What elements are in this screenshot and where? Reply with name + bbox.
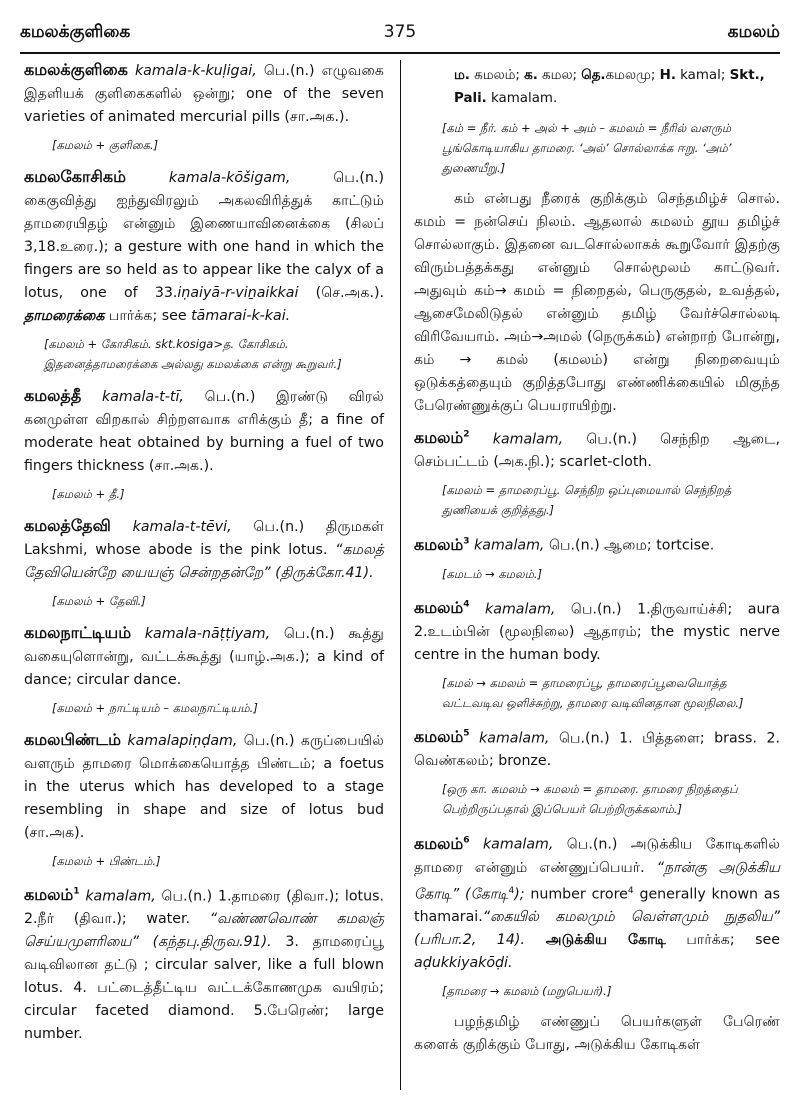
transliteration: kamala-nāṭṭiyam, bbox=[144, 626, 271, 642]
headword: கமலக்குளிகை bbox=[24, 60, 128, 79]
homonym-number: 4 bbox=[463, 599, 470, 610]
etymology: [கமடம் → கமலம்.] bbox=[442, 566, 543, 581]
transliteration: kamalam, bbox=[479, 730, 550, 747]
entry-kamalanattiyam bbox=[24, 621, 384, 692]
headword: கமலம்$^4$ bbox=[414, 597, 470, 617]
homonym-number: 5 bbox=[463, 728, 470, 739]
etymology: [கமலம் + கோசிகம். skt.kosiga>த. கோசிகம். இதனைத்தாமரைக்கை அல்லது கமலக்கை என்று கூறுவர்.] bbox=[44, 337, 342, 371]
transliteration: kamalapiṇḍam, bbox=[127, 733, 238, 749]
headword: கமலம்$^3$ bbox=[414, 534, 470, 554]
transliteration: kamalam, bbox=[492, 431, 564, 448]
etymology: [தாமரை → கமலம் (மறுபெயர்).] bbox=[442, 984, 612, 999]
definition: பெ.(n.) ஆமை; tortcise. bbox=[544, 537, 715, 554]
etymology: [ஒரு கா. கமலம் → கமலம் = தாமரை. தாமரை நிறத்தைப் பெற்றிருப்பதால் இப்பெயர் பெற்றிருக்கலாம்.] bbox=[442, 782, 738, 817]
etymology: [கமலம் = தாமரைப்பூ. செந்நிற ஒப்புமையால் செந்நிறத் துணியைக் குறித்தது.] bbox=[442, 483, 732, 518]
definition: பெ.(n.) செந்நிற ஆடை, செம்பட்டம் (அக.நி.); scarlet-cloth. bbox=[414, 431, 780, 471]
entry-kamalam-4 bbox=[414, 594, 780, 667]
entry-kamalam-1 bbox=[24, 881, 384, 1046]
running-head-left: கமலக்குளிகை bbox=[20, 22, 131, 42]
cross-term: iṇaiyā-r-viṉaikkai bbox=[177, 285, 299, 301]
entry-kamalapindam bbox=[24, 728, 384, 845]
transliteration: kamalam, bbox=[485, 600, 556, 617]
quotation: “வண்ணவொண் கமலஞ் செய்யமுளரியை” (கந்தபு.திருவ.91). bbox=[24, 911, 384, 951]
transliteration: kamala-kōšigam, bbox=[168, 170, 291, 186]
quotation: “நான்கு அடுக்கிய கோடி” (கோடி bbox=[414, 859, 781, 903]
transliteration: kamalam, bbox=[474, 537, 545, 554]
definition: பெ.(n.) கைகுவித்து ஐந்துவிரலும் அகலவிரித்துக் காட்டும் தாமரையிதழ் என்னும் இணையாவினைக்கை (சிலப் 3,18.உரை.); a gesture with one hand in which the fingers are so held as to appear like the calyx of a lotus, one of 33. bbox=[24, 170, 384, 301]
transliteration: kamalam, bbox=[482, 836, 554, 853]
definition: பெ.(n.) 1.தாமரை (திவா.); lotus. 2.நீர் (திவா.); water. bbox=[24, 888, 384, 928]
definition-cont: (செ.அக.). bbox=[298, 285, 384, 301]
headword: கமலம்$^1$ bbox=[24, 885, 80, 905]
left-column bbox=[24, 58, 384, 1052]
definition: பெ.(n.) அடுக்கிய கோடிகளில் தாமரை என்னும் எண்ணுப்பெயர். bbox=[414, 836, 780, 876]
headword: கமலத்தேவி bbox=[24, 516, 111, 535]
transliteration: kamalam, bbox=[85, 888, 156, 905]
definition: பெ.(n.) எழுவகை இதளியக் குளிகைகளில் ஒன்று; one of the seven varieties of animated mercurial pills (சா.அக.). bbox=[24, 63, 384, 125]
quotation: “கையில் கமலமும் வெள்ளமும் நுதலிய” (பரிபா.2, 14). bbox=[414, 909, 780, 949]
homonym-number: 2 bbox=[463, 430, 470, 440]
transliteration: kamala-k-kuḷigai, bbox=[134, 63, 257, 79]
entry-kamalatti bbox=[24, 384, 384, 478]
entry-kamalakosigam bbox=[24, 165, 384, 328]
etymology: [கமலம் + பிண்டம்.] bbox=[52, 854, 161, 868]
right-column bbox=[414, 58, 780, 1063]
headword: கமலபிண்டம் bbox=[24, 730, 121, 749]
header-rule bbox=[20, 52, 780, 54]
definition: பெ.(n.) கருப்பையில் வளரும் தாமரை மொக்கையொத்த பிண்டம்; a foetus in the uterus which has developed to a stage resembling in shape and size of lotus bud (சா.அக). bbox=[24, 733, 384, 841]
definition: பெ.(n.) 1. பித்தளை; brass. 2. வெண்கலம்; bronze. bbox=[414, 730, 780, 770]
entry-kamalattevi bbox=[24, 514, 384, 585]
page-header bbox=[20, 22, 780, 50]
homonym-number: 1 bbox=[73, 887, 80, 897]
entry-kamalakkuligai bbox=[24, 58, 384, 129]
quotation: “கமலத் தேவியென்றே யையஞ் சென்றதன்றே” (திருக்கோ.41). bbox=[24, 542, 384, 581]
page-number: 375 bbox=[383, 22, 417, 42]
headword: கமலகோசிகம் bbox=[24, 167, 126, 186]
headword: கமலத்தீ bbox=[24, 386, 82, 405]
see-label: பார்க்க; see bbox=[104, 308, 192, 324]
definition: பெ.(n.) திருமகள் Lakshmi, whose abode is the pink lotus. bbox=[24, 519, 384, 558]
definition: பெ.(n.) 1.திருவாய்ச்சி; aura 2.உடம்பின் (மூலநிலை) ஆதாரம்; the mystic nerve centre in the human body. bbox=[414, 600, 780, 663]
transliteration: kamala-t-tēvi, bbox=[132, 519, 232, 535]
etymology: [கமலம் + நாட்டியம் – கமலநாட்டியம்.] bbox=[52, 701, 258, 715]
see-term: அடுக்கிய கோடி bbox=[524, 932, 666, 949]
etymology: [கமலம் + தீ.] bbox=[52, 487, 125, 501]
explanatory-paragraph: பழந்தமிழ் எண்ணுப் பெயர்களுள் பேரெண் களைக் குறிக்கும் போது, அடுக்கிய கோடிகள் bbox=[414, 1014, 780, 1054]
headword: கமலம்$^5$ bbox=[414, 727, 470, 747]
etymology: [கம் = நீர். கம் + அல் + அம் – கமலம் = நீரில் வளரும் பூங்கொடியாகிய தாமரை. ‘அல்’ சொல்லாக்க ஈறு. ‘அம்’ துணையீறு.] bbox=[442, 121, 732, 175]
headword: கமலநாட்டியம் bbox=[24, 623, 132, 642]
entry-kamalam-5 bbox=[414, 723, 780, 773]
running-head-right: கமலம் bbox=[727, 22, 780, 42]
homonym-number: 3 bbox=[463, 536, 470, 547]
definition-cont: 3. தாமரைப்பூ வடிவிலான தட்டு ; circular salver, like a full blown lotus. 4. பட்டைத்தீட்டிய வட்டக்கோணமுக வயிரம்; circular faceted diamond. 5.பேரெண்; large number. bbox=[24, 934, 384, 1043]
headword: கமலம்$^2$ bbox=[414, 428, 470, 448]
entry-kamalam-3 bbox=[414, 530, 780, 557]
etymology: [கமலம் + குளிகை.] bbox=[52, 138, 159, 152]
see-transliteration: aḍukkiyakōḍi. bbox=[414, 955, 513, 972]
entry-kamalam-6: கமலம்$^6$ kamalam, பெ.(n.) அடுக்கிய கோடிகளில் தாமரை என்னும் எண்ணுப்பெயர். “நான்கு அடுக்கிய கோடி” (கோடி$^4$); number crore$^4$ generally known as thamarai.“கையில் கமலமும் வெள்ளமும் நுதலிய” (பரிபா.2, 14). அடுக்கிய கோடி பார்க்க; see aḍukkiyakōḍi. bbox=[414, 833, 781, 972]
transliteration: kamala-t-tī, bbox=[102, 389, 184, 405]
cognates: ம. கமலம்; க. கமல; தெ.கமலமு; H. kamal; Skt., Pali. kamalam. bbox=[454, 68, 765, 106]
see-transliteration: tāmarai-k-kai. bbox=[191, 308, 291, 324]
column-divider bbox=[400, 60, 401, 1090]
definition: பெ.(n.) கூத்து வகையுளொன்று, வட்டக்கூத்து (யாழ்.அக.); a kind of dance; circular dance. bbox=[24, 626, 384, 688]
homonym-number: 6 bbox=[463, 835, 470, 846]
see-term: தாமரைக்கை bbox=[24, 308, 105, 324]
etymology: [கமலம் + தேவி.] bbox=[52, 594, 146, 608]
explanatory-paragraph: கம் என்பது நீரைக் குறிக்கும் செந்தமிழ்ச் சொல். கமம் = நன்செய் நிலம். ஆதலால் கமலம் தூய தமிழ்ச் சொல்லாகும். இதனை வடசொல்லாகக் கூறுவோர் இதற்கு விரும்பத்தக்கது என்னும் சொல்மூலம் காட்டுவர். அதுவும் கம்→ கமம் = நிறைதல், பெருகுதல், உவத்தல், ஆசைமேலிடுதல் என்னும் தமிழ் வேர்ச்சொல்லடி விரிவேயாம். அம்→அமல் (நெருக்கம்) என்றாற் போன்று, கம் → கமல் (கமலம்) என்று நிறைவையும் ஒடுக்கத்தையும் குறித்தபோது எண்ணிக்கையில் மிகுந்த பேரெண்ணுக்குப் பெயராயிற்று. bbox=[414, 191, 780, 414]
definition: பெ.(n.) இரண்டு விரல் கனமுள்ள விறகால் சிற்றளவாக எரிக்கும் தீ; a fine of moderate heat obtained by burning a fuel of two fingers thickness (சா.அக.). bbox=[24, 389, 384, 474]
headword: கமலம்$^6$ bbox=[414, 833, 470, 853]
etymology: [கமல் → கமலம் = தாமரைப்பூ, தாமரைப்பூவையொத்த வட்டவடிவ ஒளிச்சுற்று, தாமரை வடிவினதான மூலநிலை.] bbox=[442, 675, 744, 710]
entry-kamalam-2 bbox=[414, 424, 780, 474]
